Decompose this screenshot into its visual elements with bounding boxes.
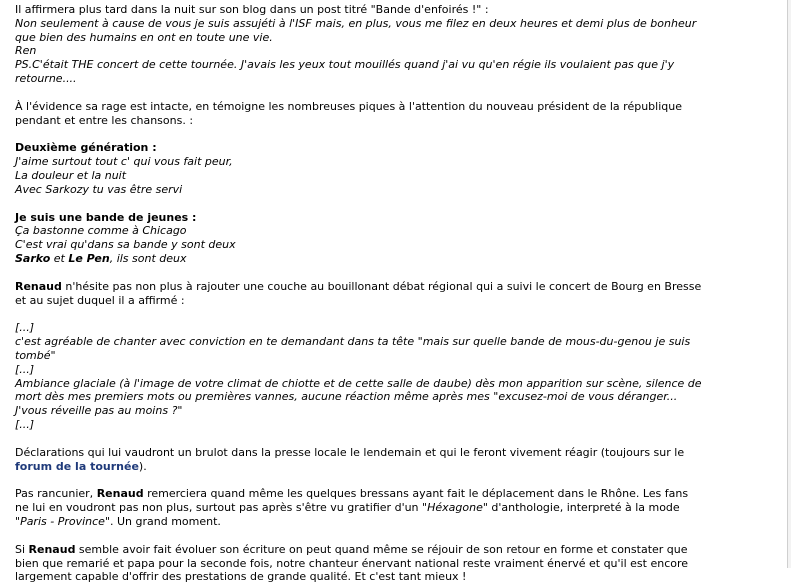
paragraph-text: ne lui en voudront pas non plus, surtout pas après s'être vu gratifier d'un "	[15, 501, 428, 515]
paragraph-line	[15, 515, 737, 529]
blog-quote-line: retourne....	[15, 71, 77, 85]
paragraph-text: Si	[15, 542, 29, 556]
blog-quote-line: PS.C'était THE concert de cette tournée. J'avais les yeux tout mouillés quand j'ai vu qu'en régie ils voulaient pas que j'y	[15, 58, 675, 72]
song-title: Deuxième génération :	[15, 141, 157, 155]
blog-quote-signature: Ren	[15, 44, 37, 58]
final-paragraph	[15, 543, 737, 584]
quote-line: c'est agréable de chanter avec conviction en te demandant dans ta tête "mais sur quelle bande de mous-du-genou je suis	[15, 335, 691, 349]
quote-line: J'vous réveille pas au moins ?"	[15, 404, 183, 418]
paragraph-line	[15, 501, 737, 515]
paragraph-text: ". Un grand moment.	[104, 514, 221, 528]
paragraph-line	[15, 280, 737, 294]
paragraph-line	[15, 487, 737, 501]
song-name-hexagone: Héxagone	[427, 501, 483, 515]
name-lepen: Le Pen	[68, 251, 110, 265]
intro-line: Il affirmera plus tard dans la nuit sur son blog dans un post titré "Bande d'enfoirés !" :	[15, 3, 489, 16]
quote-line: [...]	[15, 417, 35, 431]
song-excerpt-2	[15, 211, 737, 266]
forum-tournee-link[interactable]: forum de la tournée	[15, 459, 139, 473]
paragraph-text: remerciera quand même les quelques bressans ayant fait le déplacement dans le Rhône. Les fans	[143, 487, 689, 501]
name-renaud: Renaud	[96, 487, 144, 501]
paragraph-line	[15, 543, 737, 557]
rancunier-paragraph	[15, 487, 737, 528]
quote-line: Ambiance glaciale (à l'image de votre climat de chiotte et de cette salle de daube) dès mon apparition sur scène, silence de	[15, 376, 702, 390]
lyric-text: et	[50, 251, 69, 265]
brulot-paragraph	[15, 446, 737, 474]
rage-paragraph	[15, 100, 737, 128]
name-sarko: Sarko	[15, 251, 51, 265]
paragraph-line: et au sujet duquel il a affirmé :	[15, 293, 185, 307]
paragraph-text: " d'anthologie, interpreté à la mode	[482, 501, 680, 515]
blog-quote-line: que bien des humains en ont en toute une vie.	[15, 30, 273, 44]
name-renaud: Renaud	[28, 542, 76, 556]
paragraph-line: À l'évidence sa rage est intacte, en témoigne les nombreuses piques à l'attention du nouveau président de la république	[15, 99, 682, 113]
paragraph-line: pendant et entre les chansons. :	[15, 113, 194, 127]
renaud-debate-paragraph	[15, 280, 737, 308]
paragraph-line	[15, 460, 737, 474]
paragraph-text: Pas rancunier,	[15, 487, 97, 501]
quote-line: mort dès mes premiers mots ou premières vannes, aucune réaction même après mes "excusez-moi de vous déranger...	[15, 390, 678, 404]
name-renaud: Renaud	[15, 279, 62, 293]
lyric-line: Ça bastonne comme à Chicago	[15, 224, 187, 238]
paragraph-line: largement capable d'offrir des prestations de grande qualité. Et c'est tant mieux !	[15, 570, 467, 584]
song-excerpt-1	[15, 141, 737, 196]
blog-quote-line: Non seulement à cause de vous je suis assujéti à l'ISF mais, en plus, vous me filez en deux heures et demi plus de bonheur	[15, 16, 697, 30]
lyric-line: Avec Sarkozy tu vas être servi	[15, 182, 183, 196]
lyric-line	[15, 252, 737, 266]
intro-paragraph	[15, 3, 737, 86]
paragraph-line: Déclarations qui lui vaudront un brulot dans la presse locale le lendemain et qui le feront vivement réagir (toujours sur le	[15, 445, 685, 459]
song-title: Je suis une bande de jeunes :	[15, 210, 197, 224]
paragraph-text: "	[15, 514, 21, 528]
paragraph-text: n'hésite pas non plus à rajouter une couche au bouillonant débat régional qui a suivi le concert de Bourg en Bresse	[61, 279, 702, 293]
quote-line: tombé"	[15, 348, 56, 362]
lyric-line: C'est vrai qu'dans sa bande y sont deux	[15, 238, 236, 252]
lyric-line: J'aime surtout tout c' qui vous fait peur,	[15, 155, 233, 169]
lyric-text: , ils sont deux	[109, 251, 187, 265]
renaud-quote-block	[15, 321, 737, 431]
quote-line: [...]	[15, 362, 35, 376]
paragraph-text: ).	[138, 459, 147, 473]
song-name-paris-province: Paris - Province	[20, 514, 105, 528]
quote-line: [...]	[15, 321, 35, 335]
lyric-line: La douleur et la nuit	[15, 168, 127, 182]
paragraph-line: bien que remarié et papa pour la seconde fois, notre chanteur énervant national reste vraiment énervé et qu'il est encore	[15, 556, 689, 570]
article-body	[15, 3, 737, 584]
paragraph-text: semble avoir fait évoluer son écriture on peut quand même se réjouir de son retour en forme et constater que	[75, 542, 688, 556]
